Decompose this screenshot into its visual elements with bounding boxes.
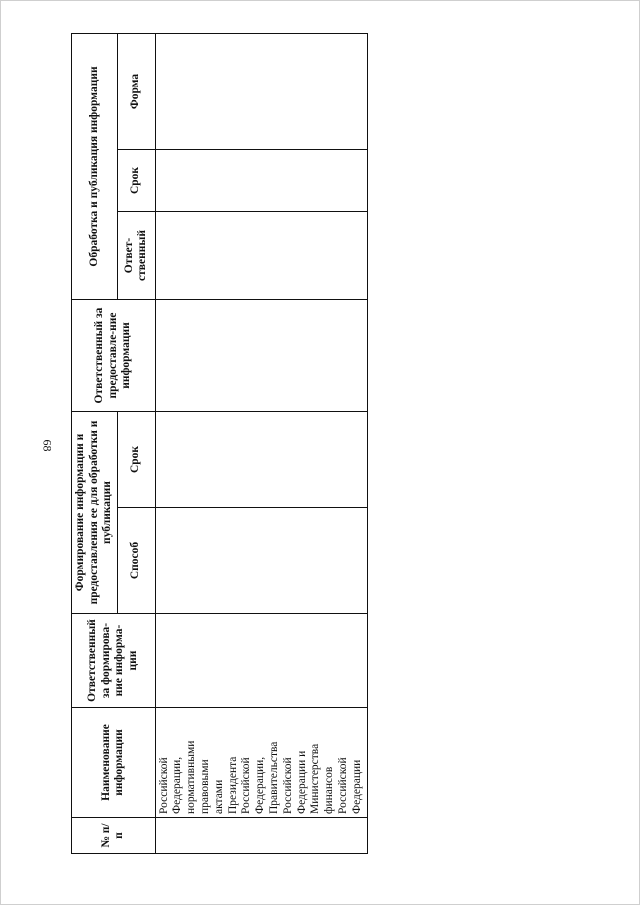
table-frame xyxy=(71,34,366,854)
name-line: Российской xyxy=(281,757,294,814)
name-line: Министерства xyxy=(309,743,322,814)
table-row xyxy=(155,33,367,853)
header-name: Наименование информации xyxy=(72,708,156,818)
header-num: № п/п xyxy=(72,818,156,854)
header-processing-form: Форма xyxy=(117,33,155,149)
cell-processing-resp xyxy=(155,212,367,300)
header-processing-resp: Ответ-ственный xyxy=(117,212,155,300)
header-formation-term: Срок xyxy=(117,412,155,508)
name-line: нормативными xyxy=(185,740,198,814)
header-formation-method: Способ xyxy=(117,508,155,614)
name-line: Федерации, xyxy=(254,756,267,814)
header-processing-group: Обработка и публикация информации xyxy=(72,33,118,299)
cell-resp-provide xyxy=(155,300,367,412)
information-table xyxy=(71,33,368,854)
name-line: Российской xyxy=(240,757,253,814)
name-line: Федерации xyxy=(350,759,363,814)
cell-formation-method xyxy=(155,508,367,614)
name-line: Федерации и xyxy=(295,750,308,814)
cell-name xyxy=(155,708,367,818)
header-processing-term: Срок xyxy=(117,150,155,212)
name-line: Российской xyxy=(337,757,350,814)
name-line: Федерации, xyxy=(171,756,184,814)
header-resp-provide: Ответственный за предоставле-ние информации xyxy=(72,300,156,412)
cell-resp-form xyxy=(155,614,367,708)
name-line: Российской xyxy=(157,757,170,814)
name-line: финансов xyxy=(323,766,336,814)
rotated-table-container xyxy=(71,34,366,854)
header-resp-form: Ответственный за формирова-ние информа-ции xyxy=(72,614,156,708)
header-formation-group: Формирование информации и предоставления ее для обработки и публикации xyxy=(72,412,118,614)
cell-processing-form xyxy=(155,33,367,149)
cell-processing-term xyxy=(155,150,367,212)
page-number: 68 xyxy=(40,439,55,452)
cell-num xyxy=(155,818,367,854)
name-line: правовыми xyxy=(199,759,212,814)
name-line: Президента xyxy=(226,756,239,814)
cell-formation-term xyxy=(155,412,367,508)
name-line: актами xyxy=(212,779,225,814)
name-line: Правительства xyxy=(268,741,281,814)
